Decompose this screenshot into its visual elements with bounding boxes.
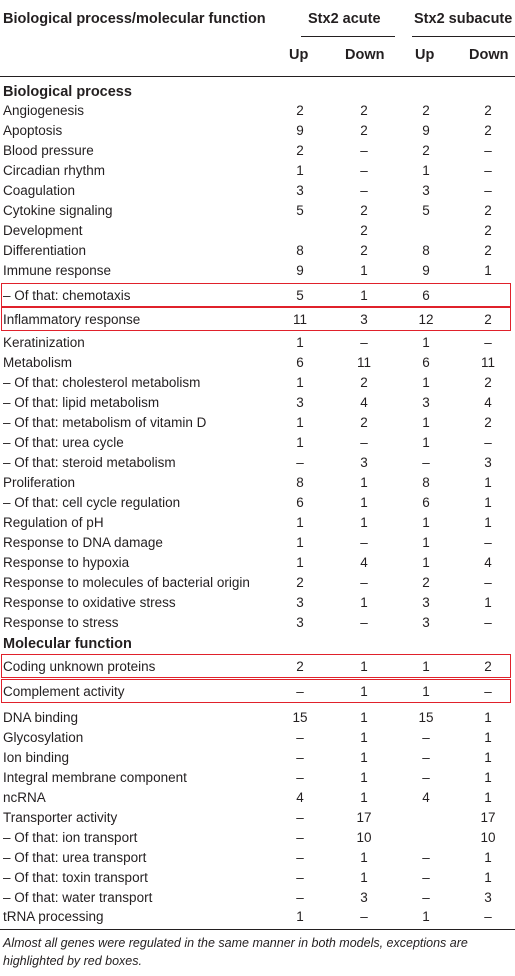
cell-value: 1 [484,595,492,610]
cell-value: – [484,183,492,198]
row-label: Response to hypoxia [3,555,130,570]
row-label: Response to DNA damage [3,535,163,550]
row-label: Inflammatory response [3,312,141,327]
row-label: – Of that: toxin transport [3,870,148,885]
cell-value: 1 [360,750,368,765]
cell-value: – [422,730,430,745]
cell-value: – [422,455,430,470]
cell-value: 1 [484,710,492,725]
section-label: Molecular function [3,636,132,652]
group-underline-acute [301,36,395,37]
cell-value: 8 [422,475,430,490]
exception-highlight-box [1,679,511,703]
cell-value: 11 [480,355,495,370]
table-bottom-rule [0,929,515,930]
section-heading [0,82,515,102]
cell-value: 1 [484,475,492,490]
cell-value: 6 [422,355,430,370]
cell-value: 2 [360,243,368,258]
cell-value: 2 [296,659,304,674]
cell-value: 1 [422,909,430,924]
table-row [0,453,515,473]
cell-value: 10 [356,830,372,845]
table-row [0,868,515,888]
cell-value: 1 [484,730,492,745]
row-label: Integral membrane component [3,770,187,785]
table-row [0,907,515,927]
table-row [0,221,515,241]
cell-value: 6 [422,495,430,510]
cell-value: 4 [360,555,368,570]
row-label: Metabolism [3,355,73,370]
cell-value: 1 [422,335,430,350]
cell-value: 1 [422,535,430,550]
cell-value: 3 [484,890,492,905]
table-footnote: Almost all genes were regulated in the same manner in both models, exceptions are highlighted by red boxes. [3,936,468,968]
table-row [0,433,515,453]
cell-value: 1 [484,770,492,785]
row-label: tRNA processing [3,909,104,924]
row-label: Proliferation [3,475,76,490]
cell-value: – [360,335,368,350]
cell-value: 3 [360,455,368,470]
cell-value: – [484,435,492,450]
cell-value: 1 [422,415,430,430]
cell-value: – [484,335,492,350]
row-label: Regulation of pH [3,515,104,530]
table-row [0,888,515,908]
cell-value: 1 [484,515,492,530]
table-row [0,708,515,728]
cell-value: – [360,163,368,178]
cell-value: 11 [292,312,307,327]
cell-value: 6 [422,288,430,303]
cell-value: – [296,870,304,885]
cell-value: 3 [296,395,304,410]
cell-value: – [484,143,492,158]
cell-value: 15 [418,710,434,725]
cell-value: 3 [422,395,430,410]
cell-value: 4 [422,790,430,805]
row-label: – Of that: cholesterol metabolism [3,375,201,390]
table-row [0,828,515,848]
row-label: Ion binding [3,750,70,765]
cell-value: – [296,455,304,470]
header-divider [0,76,515,77]
cell-value: 9 [296,263,304,278]
cell-value: 3 [422,183,430,198]
cell-value: 2 [484,103,492,118]
row-label: Immune response [3,263,112,278]
cell-value: – [296,770,304,785]
cell-value: 8 [296,243,304,258]
exception-highlight-box [1,654,511,678]
cell-value: – [360,575,368,590]
table-row [0,473,515,493]
cell-value: 1 [360,684,368,699]
cell-value: 2 [484,123,492,138]
cell-value: – [360,143,368,158]
cell-value: 4 [484,395,492,410]
cell-value: 1 [422,163,430,178]
cell-value: – [360,615,368,630]
cell-value: 4 [484,555,492,570]
header-subacute-up: Up [415,47,435,63]
cell-value: – [296,730,304,745]
cell-value: 3 [360,890,368,905]
cell-value: 1 [296,435,304,450]
row-label: – Of that: urea cycle [3,435,124,450]
cell-value: 1 [360,770,368,785]
cell-value: 2 [360,223,368,238]
row-label: – Of that: urea transport [3,850,147,865]
cell-value: 1 [360,263,368,278]
cell-value: 6 [296,355,304,370]
cell-value: 1 [296,415,304,430]
table-row [0,768,515,788]
table-row [0,533,515,553]
cell-value: 8 [296,475,304,490]
row-label: Transporter activity [3,810,118,825]
table-row [0,848,515,868]
cell-value: 1 [360,870,368,885]
cell-value: 5 [296,288,304,303]
cell-value: 8 [422,243,430,258]
row-label: Response to oxidative stress [3,595,176,610]
cell-value: 1 [296,335,304,350]
cell-value: 2 [484,375,492,390]
cell-value: – [484,684,492,699]
cell-value: 6 [296,495,304,510]
table-row [0,101,515,121]
row-label: ncRNA [3,790,46,805]
cell-value: 1 [296,163,304,178]
row-label: Apoptosis [3,123,63,138]
cell-value: 1 [360,730,368,745]
table-row [0,353,515,373]
cell-value: 2 [484,243,492,258]
cell-value: 2 [296,575,304,590]
cell-value: 1 [484,263,492,278]
cell-value: 15 [292,710,308,725]
cell-value: – [360,535,368,550]
table-row [0,241,515,261]
row-label: – Of that: chemotaxis [3,288,131,303]
cell-value: 1 [360,710,368,725]
row-label: – Of that: steroid metabolism [3,455,176,470]
table-row [0,808,515,828]
cell-value: – [360,183,368,198]
table-row [0,141,515,161]
cell-value: – [360,909,368,924]
row-label: Response to molecules of bacterial origin [3,575,250,590]
cell-value: 1 [360,475,368,490]
cell-value: 2 [484,312,492,327]
table-row [0,553,515,573]
table-row [0,593,515,613]
cell-value: 1 [296,909,304,924]
cell-value: 1 [422,684,430,699]
row-label: Coagulation [3,183,76,198]
cell-value: 3 [296,615,304,630]
cell-value: 2 [422,103,430,118]
header-subacute-down: Down [469,47,509,63]
cell-value: 2 [360,123,368,138]
cell-value: 2 [484,659,492,674]
cell-value: 1 [422,435,430,450]
cell-value: 1 [422,515,430,530]
row-label: DNA binding [3,710,79,725]
table-row [0,373,515,393]
cell-value: 1 [484,790,492,805]
cell-value: 1 [296,555,304,570]
header-acute-down: Down [345,47,385,63]
row-label: – Of that: water transport [3,890,153,905]
row-label: Glycosylation [3,730,84,745]
cell-value: – [484,615,492,630]
table-row [0,788,515,808]
row-label: – Of that: metabolism of vitamin D [3,415,207,430]
table-row [0,181,515,201]
table-row [0,333,515,353]
cell-value: 5 [422,203,430,218]
cell-value: 17 [480,810,496,825]
cell-value: 3 [484,455,492,470]
table-row [0,613,515,633]
cell-value: 1 [484,495,492,510]
table-row [0,513,515,533]
cell-value: – [484,575,492,590]
cell-value: 2 [484,223,492,238]
group-underline-subacute [412,36,515,37]
cell-value: 2 [422,143,430,158]
cell-value: – [484,535,492,550]
cell-value: – [296,830,304,845]
row-label: Angiogenesis [3,103,85,118]
row-label: Complement activity [3,684,125,699]
table-row [0,728,515,748]
cell-value: – [422,890,430,905]
cell-value: 1 [422,555,430,570]
section-label: Biological process [3,84,132,100]
cell-value: 1 [484,870,492,885]
table-row [0,121,515,141]
cell-value: 12 [418,312,434,327]
cell-value: 9 [296,123,304,138]
section-heading [0,634,515,654]
row-label: – Of that: cell cycle regulation [3,495,181,510]
cell-value: – [422,850,430,865]
table-row [0,161,515,181]
cell-value: 2 [360,203,368,218]
cell-value: – [484,909,492,924]
cell-value: – [296,750,304,765]
cell-value: 3 [422,615,430,630]
cell-value: 10 [480,830,496,845]
cell-value: 1 [296,535,304,550]
cell-value: 1 [360,790,368,805]
cell-value: 2 [422,575,430,590]
header-stx2-acute: Stx2 acute [308,11,381,27]
table-row [0,261,515,281]
cell-value: 1 [360,495,368,510]
cell-value: – [422,870,430,885]
header-process-function: Biological process/molecular function [3,11,266,27]
header-acute-up: Up [289,47,309,63]
cell-value: – [296,850,304,865]
cell-value: 2 [484,415,492,430]
cell-value: 1 [296,375,304,390]
cell-value: 2 [360,415,368,430]
row-label: Differentiation [3,243,87,258]
cell-value: – [296,890,304,905]
cell-value: 11 [356,355,371,370]
cell-value: – [296,810,304,825]
cell-value: 2 [360,103,368,118]
row-label: Keratinization [3,335,85,350]
cell-value: 2 [360,375,368,390]
cell-value: 3 [422,595,430,610]
row-label: Coding unknown proteins [3,659,156,674]
table-row [0,748,515,768]
cell-value: – [422,770,430,785]
cell-value: 9 [422,123,430,138]
row-label: Circadian rhythm [3,163,106,178]
cell-value: 5 [296,203,304,218]
cell-value: 1 [296,515,304,530]
row-label: – Of that: lipid metabolism [3,395,160,410]
table-row [0,201,515,221]
row-label: Blood pressure [3,143,94,158]
cell-value: 1 [422,659,430,674]
row-label: Cytokine signaling [3,203,113,218]
cell-value: 9 [422,263,430,278]
cell-value: – [360,435,368,450]
cell-value: 17 [356,810,372,825]
table-row [0,393,515,413]
cell-value: 1 [360,659,368,674]
cell-value: 1 [360,515,368,530]
cell-value: – [422,750,430,765]
exception-highlight-box [1,307,511,331]
cell-value: – [484,163,492,178]
table-row [0,573,515,593]
cell-value: 2 [484,203,492,218]
cell-value: 1 [422,375,430,390]
cell-value: 3 [360,312,368,327]
cell-value: 2 [296,103,304,118]
cell-value: 3 [296,183,304,198]
cell-value: 4 [296,790,304,805]
cell-value: 1 [484,750,492,765]
table-row [0,413,515,433]
table-row [0,493,515,513]
cell-value: 4 [360,395,368,410]
cell-value: 2 [296,143,304,158]
cell-value: 1 [484,850,492,865]
cell-value: – [296,684,304,699]
exception-highlight-box [1,283,511,307]
row-label: – Of that: ion transport [3,830,138,845]
row-label: Development [3,223,83,238]
header-stx2-subacute: Stx2 subacute [414,11,513,27]
cell-value: 1 [360,288,368,303]
cell-value: 3 [296,595,304,610]
row-label: Response to stress [3,615,119,630]
cell-value: 1 [360,595,368,610]
cell-value: 1 [360,850,368,865]
